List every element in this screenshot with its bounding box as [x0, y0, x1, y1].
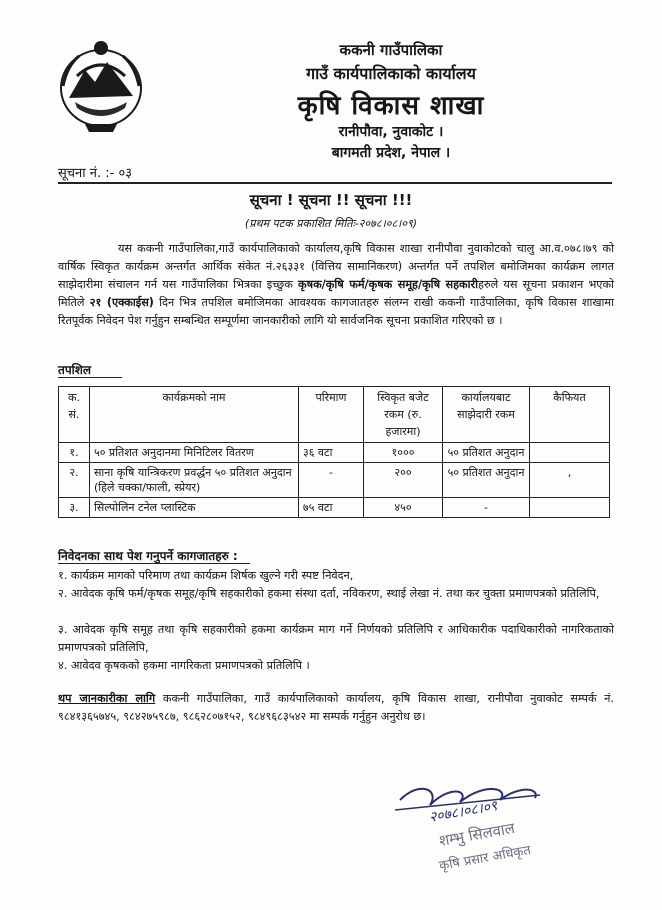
row-remark	[530, 498, 610, 518]
table-header-row	[59, 387, 610, 443]
row-sn: २.	[59, 463, 90, 498]
row-sn: १.	[59, 443, 90, 463]
notice-number: सूचना नं. :- ०३	[58, 166, 132, 181]
notice-body	[58, 240, 614, 330]
details-underline	[58, 377, 122, 378]
address-line-1: रानीपौवा, नुवाकोट ।	[338, 124, 444, 140]
row-budget: २००	[364, 463, 443, 498]
header-program-name: कार्यक्रमको नाम	[90, 387, 299, 443]
signatory-designation: कृषि प्रसार अधिकृत	[438, 843, 532, 874]
row-program-name: साना कृषि यान्त्रिकरण प्रवर्द्धन ५० प्रतिशत अनुदान (हिले चक्का/फाली, स्प्रेयर)	[90, 463, 299, 498]
document-item: ४. आवेदव कृषकको हकमा नागरिकता प्रमाणपत्रको प्रतिलिपि ।	[58, 659, 310, 672]
signature-block	[390, 760, 580, 880]
address-line-2: बागमती प्रदेश, नेपाल ।	[331, 145, 451, 161]
row-budget: १०००	[364, 443, 443, 463]
more-info-label: थप जानकारीका लागि	[58, 692, 156, 705]
row-remark	[530, 443, 610, 463]
details-label: तपशिल	[58, 363, 92, 377]
office-name: गाउँ कार्यपालिकाको कार्यालय	[306, 64, 476, 83]
signatory-name: शम्भु सिलवाल	[437, 818, 517, 850]
document-item: १. कार्यक्रम मागको परिमाण तथा कार्यक्रम शिर्षक खुल्ने गरी स्पष्ट निवेदन,	[58, 569, 354, 582]
row-share: ५० प्रतिशत अनुदान	[443, 463, 530, 498]
signature-date: २०७८।०८।०९	[427, 798, 499, 826]
body-deadline-days: २१ (एक्काईस)	[89, 296, 154, 309]
row-share: -	[443, 498, 530, 518]
header-remark: कैफियत	[530, 387, 610, 443]
body-eligible-applicants: कृषक/कृषि फर्म/कृषक समूह/कृषि सहकारी	[298, 278, 479, 291]
header-quantity: परिमाण	[299, 387, 364, 443]
table-row	[59, 443, 610, 463]
more-info-text: ककनी गाउँपालिका, गाउँ कार्यपालिकाको कार्यालय, कृषि विकास शाखा, रानीपौवा नुवाकोट सम्पर्क नं. ९८४१३६५७४५, ९८४२७५९८७, ९८६२८०७१५२, ९८४९६८३५४२ मा सम्पर्क गर्नुहुन अनुरोध छ।	[58, 692, 615, 723]
branch-name: कृषि विकास शाखा	[297, 91, 485, 121]
more-info	[58, 690, 614, 726]
row-program-name: सिल्पोलिन टनेल प्लास्टिक	[90, 498, 299, 518]
body-text-c: हरुले यस सूचना प्रकाशन भएको मितिले	[58, 278, 614, 309]
row-program-name: ५० प्रतिशत अनुदानमा मिनिटिलर वितरण	[90, 443, 299, 463]
header-budget: स्विकृत बजेट रकम (रु. हजारमा)	[364, 387, 443, 443]
header-sn: क. सं.	[59, 387, 90, 443]
documents-title: निवेदनका साथ पेश गनुपर्ने कागजातहरु :	[58, 549, 238, 563]
document-item: २. आवेदक कृषि फर्म/कृषक समूह/कृषि सहकारीको हकमा संस्था दर्ता, नविकरण, स्थाई लेखा नं. तथा कर चुक्ता प्रमाणपत्रको प्रतिलिपि,	[58, 587, 600, 600]
header-share: कार्यालयबाट साझेदारी रकम	[443, 387, 530, 443]
program-table	[58, 386, 610, 518]
table-row	[59, 498, 610, 518]
row-share: ५० प्रतिशत अनुदान	[443, 443, 530, 463]
row-sn: ३.	[59, 498, 90, 518]
header-divider	[58, 182, 612, 184]
notice-title: सूचना ! सूचना !! सूचना !!!	[249, 191, 413, 209]
row-quantity: -	[299, 463, 364, 498]
documents-underline	[58, 563, 250, 564]
row-budget: ४५०	[364, 498, 443, 518]
table-row	[59, 463, 610, 498]
row-remark: ,	[530, 463, 610, 498]
document-item: ३. आवेदक कृषि समूह तथा कृषि सहकारीको हकमा कार्यक्रम माग गर्ने निर्णयको प्रतिलिपि र आधिकारीक पदाधिकारीको नागरिकताको प्रमाणपत्रको प्रतिलिपि,	[58, 623, 614, 654]
body-text-a: यस ककनी गाउँपालिका,गाउँ कार्यपालिकाको कार्यालय,कृषि विकास शाखा रानीपौवा नुवाकोटको चालु आ.व.०७८।७९ को वार्षिक स्विकृत कार्यक्रम अन्तर्गत आर्थिक संकेत नं.२६३३१ (वित्तिय सामानिकरण) अन्तर्गत पर्ने तपशिल बमोजिमका कार्यक्रम लागत साझेदारीमा संचालन गर्न यस गाउँपालिका भित्रका इच्छुक	[58, 242, 614, 291]
row-quantity: ३६ वटा	[299, 443, 364, 463]
publication-date: (प्रथम पटक प्रकाशित मितिः-२०७८।०८।०९)	[244, 217, 418, 230]
municipality-name: ककनी गाउँपालिका	[339, 41, 443, 59]
body-text-e: दिन भित्र तपशिल बमोजिमका आवश्यक कागजातहरु संलग्न राखी ककनी गाउँपालिका, कृषि विकास शाखामा रितपूर्वक निवेदन पेश गर्नुहुन सम्बन्धित सम्पूर्णमा जानकारीको लागि यो सार्वजनिक सूचना प्रकाशित गरिएको छ ।	[58, 296, 614, 327]
row-quantity: ७५ वटा	[299, 498, 364, 518]
